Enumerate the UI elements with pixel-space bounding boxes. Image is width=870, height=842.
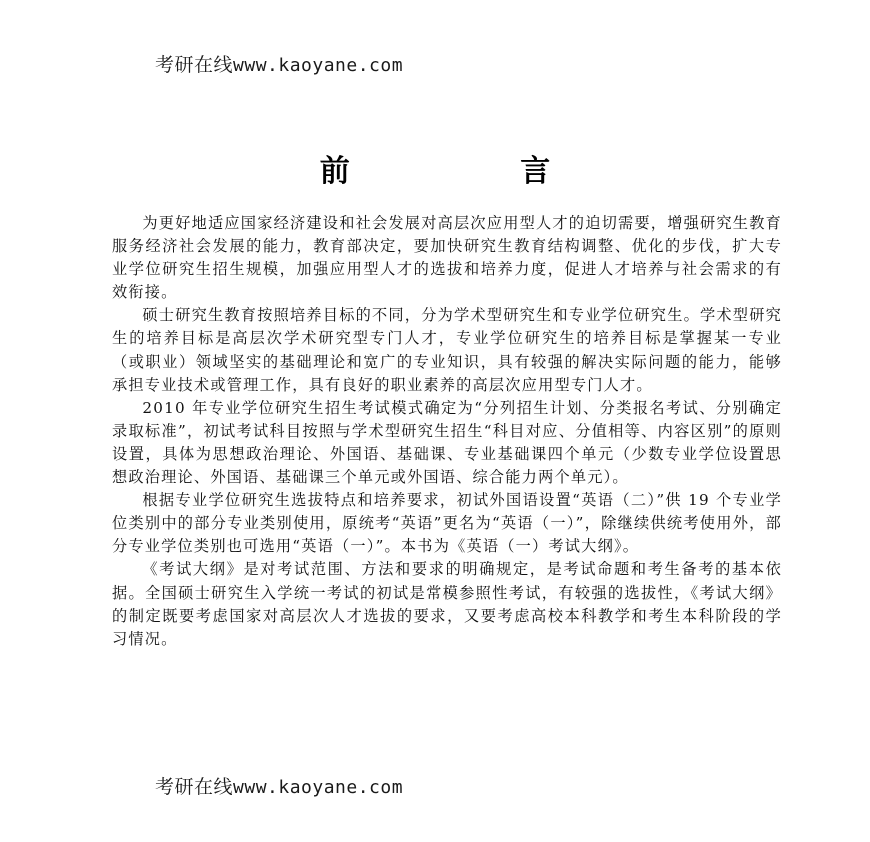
watermark-brand: 考研在线 [155, 776, 234, 798]
paragraph-2: 硕士研究生教育按照培养目标的不同，分为学术型研究生和专业学位研究生。学术型研究生的培养目标是高层次学术研究型专门人才，专业学位研究生的培养目标是掌握某一专业（或职业）领域坚实的基础理论和宽广的专业知识，具有较强的解决实际问题的能力，能够承担专业技术或管理工作，具有良好的职业素养的高层次应用型专门人才。 [112, 306, 782, 394]
watermark-top [155, 50, 403, 77]
paragraph-3: 2010 年专业学位研究生招生考试模式确定为“分列招生计划、分类报名考试、分别确定录取标准”，初试考试科目按照与学术型研究生招生“科目对应、分值相等、内容区别”的原则设置，具体为思想政治理论、外国语、基础课、专业基础课四个单元（少数专业学位设置思想政治理论、外国语、基础课三个单元或外国语、综合能力两个单元）。 [112, 398, 782, 487]
watermark-brand: 考研在线 [155, 54, 234, 76]
watermark-site: www.kaoyane.com [233, 55, 404, 76]
preface-body [112, 212, 782, 651]
page-title: 前 言 [319, 154, 631, 189]
paragraph-1: 为更好地适应国家经济建设和社会发展对高层次应用型人才的迫切需要，增强研究生教育服务经济社会发展的能力，教育部决定，要加快研究生教育结构调整、优化的步伐，扩大专业学位研究生招生规模，加强应用型人才的选拔和培养力度，促进人才培养与社会需求的有效衔接。 [112, 214, 782, 302]
paragraph-4: 根据专业学位研究生选拔特点和培养要求，初试外国语设置“英语（二）”供 19 个专业学位类别中的部分专业类别使用，原统考“英语”更名为“英语（一）”，除继续供统考使用外，部分专业学位类别也可选用“英语（一）”。本书为《英语（一）考试大纲》。 [112, 491, 782, 556]
paragraph-5: 《考试大纲》是对考试范围、方法和要求的明确规定，是考试命题和考生备考的基本依据。全国硕士研究生入学统一考试的初试是常模参照性考试，有较强的选拔性，《考试大纲》的制定既要考虑国家对高层次人才选拔的要求，又要考虑高校本科教学和考生本科阶段的学习情况。 [112, 560, 782, 648]
watermark-site: www.kaoyane.com [233, 777, 404, 798]
watermark-bottom [155, 772, 403, 799]
